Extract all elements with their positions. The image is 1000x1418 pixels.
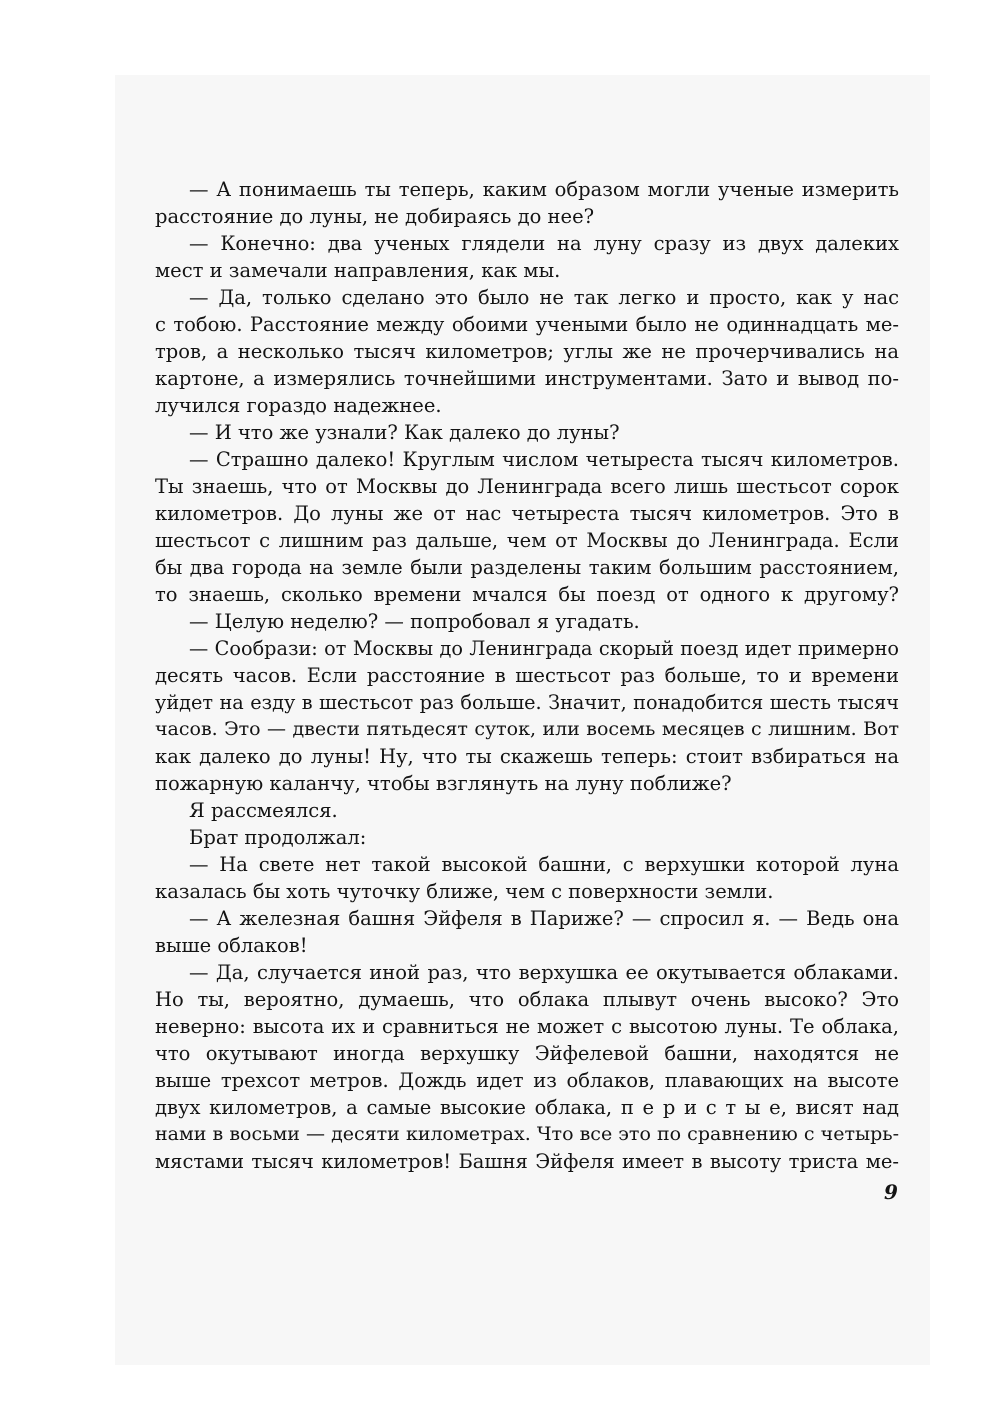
text-line: выше трехсот метров. Дождь идет из облаков, плавающих на высоте bbox=[155, 1069, 899, 1092]
text-line: — Сообрази: от Москвы до Ленинграда скорый поезд идет примерно bbox=[189, 637, 899, 660]
text-line: — А железная башня Эйфеля в Париже? — спросил я. — Ведь она bbox=[189, 907, 899, 930]
text-line: — Да, случается иной раз, что верхушка ее окутывается облаками. bbox=[189, 961, 899, 984]
text-line: казалась бы хоть чуточку ближе, чем с поверхности земли. bbox=[155, 880, 774, 903]
text-line: Ты знаешь, что от Москвы до Ленинграда всего лишь шестьсот сорок bbox=[155, 475, 899, 498]
text-line: — А понимаешь ты теперь, каким образом могли ученые измерить bbox=[189, 178, 899, 201]
text-line: Брат продолжал: bbox=[189, 826, 367, 849]
text-line: мястами тысяч километров! Башня Эйфеля имеет в высоту триста ме- bbox=[155, 1150, 899, 1173]
text-line: расстояние до луны, не добираясь до нее? bbox=[155, 205, 595, 228]
text-line: — Страшно далеко! Круглым числом четыреста тысяч километров. bbox=[189, 448, 899, 471]
text-line: мест и замечали направления, как мы. bbox=[155, 259, 561, 282]
text-line: — На свете нет такой высокой башни, с верхушки которой луна bbox=[189, 853, 899, 876]
text-line: нами в восьми — десяти километрах. Что все это по сравнению с четырь- bbox=[155, 1123, 899, 1145]
text-line: двух километров, а самые высокие облака, п е р и с т ы е, висят над bbox=[155, 1096, 899, 1119]
text-line: картоне, а измерялись точнейшими инструментами. Зато и вывод по- bbox=[155, 367, 899, 390]
body-text bbox=[155, 176, 899, 1175]
text-line: бы два города на земле были разделены таким большим расстоянием, bbox=[155, 556, 899, 579]
text-line: Но ты, вероятно, думаешь, что облака плывут очень высоко? Это bbox=[155, 988, 899, 1011]
text-line: пожарную каланчу, чтобы взглянуть на луну поближе? bbox=[155, 772, 732, 795]
text-line: как далеко до луны! Ну, что ты скажешь теперь: стоит взбираться на bbox=[155, 745, 899, 768]
text-line: — Конечно: два ученых глядели на луну сразу из двух далеких bbox=[189, 232, 899, 255]
text-line: тров, а несколько тысяч километров; углы же не прочерчивались на bbox=[155, 340, 899, 363]
text-line: километров. До луны же от нас четыреста тысяч километров. Это в bbox=[155, 502, 899, 525]
text-line: шестьсот с лишним раз дальше, чем от Москвы до Ленинграда. Если bbox=[155, 529, 899, 552]
text-line: Я рассмеялся. bbox=[189, 799, 338, 822]
text-line: что окутывают иногда верхушку Эйфелевой башни, находятся не bbox=[155, 1042, 899, 1065]
text-line: — И что же узнали? Как далеко до луны? bbox=[189, 421, 620, 444]
text-line: то знаешь, сколько времени мчался бы поезд от одного к другому? bbox=[155, 583, 899, 606]
text-line: часов. Это — двести пятьдесят суток, или восемь месяцев с лишним. Вот bbox=[155, 718, 899, 740]
text-line: — Да, только сделано это было не так легко и просто, как у нас bbox=[189, 286, 899, 309]
text-line: неверно: высота их и сравниться не может с высотою луны. Те облака, bbox=[155, 1015, 899, 1038]
text-line: десять часов. Если расстояние в шестьсот раз больше, то и времени bbox=[155, 664, 899, 687]
text-line: лучился гораздо надежнее. bbox=[155, 394, 442, 417]
text-line: уйдет на езду в шестьсот раз больше. Значит, понадобится шесть тысяч bbox=[155, 691, 899, 714]
text-line: с тобою. Расстояние между обоими учеными было не одиннадцать ме- bbox=[155, 313, 899, 336]
text-line: выше облаков! bbox=[155, 934, 308, 957]
text-line: — Целую неделю? — попробовал я угадать. bbox=[189, 610, 640, 633]
page-number: 9 bbox=[884, 1180, 898, 1204]
